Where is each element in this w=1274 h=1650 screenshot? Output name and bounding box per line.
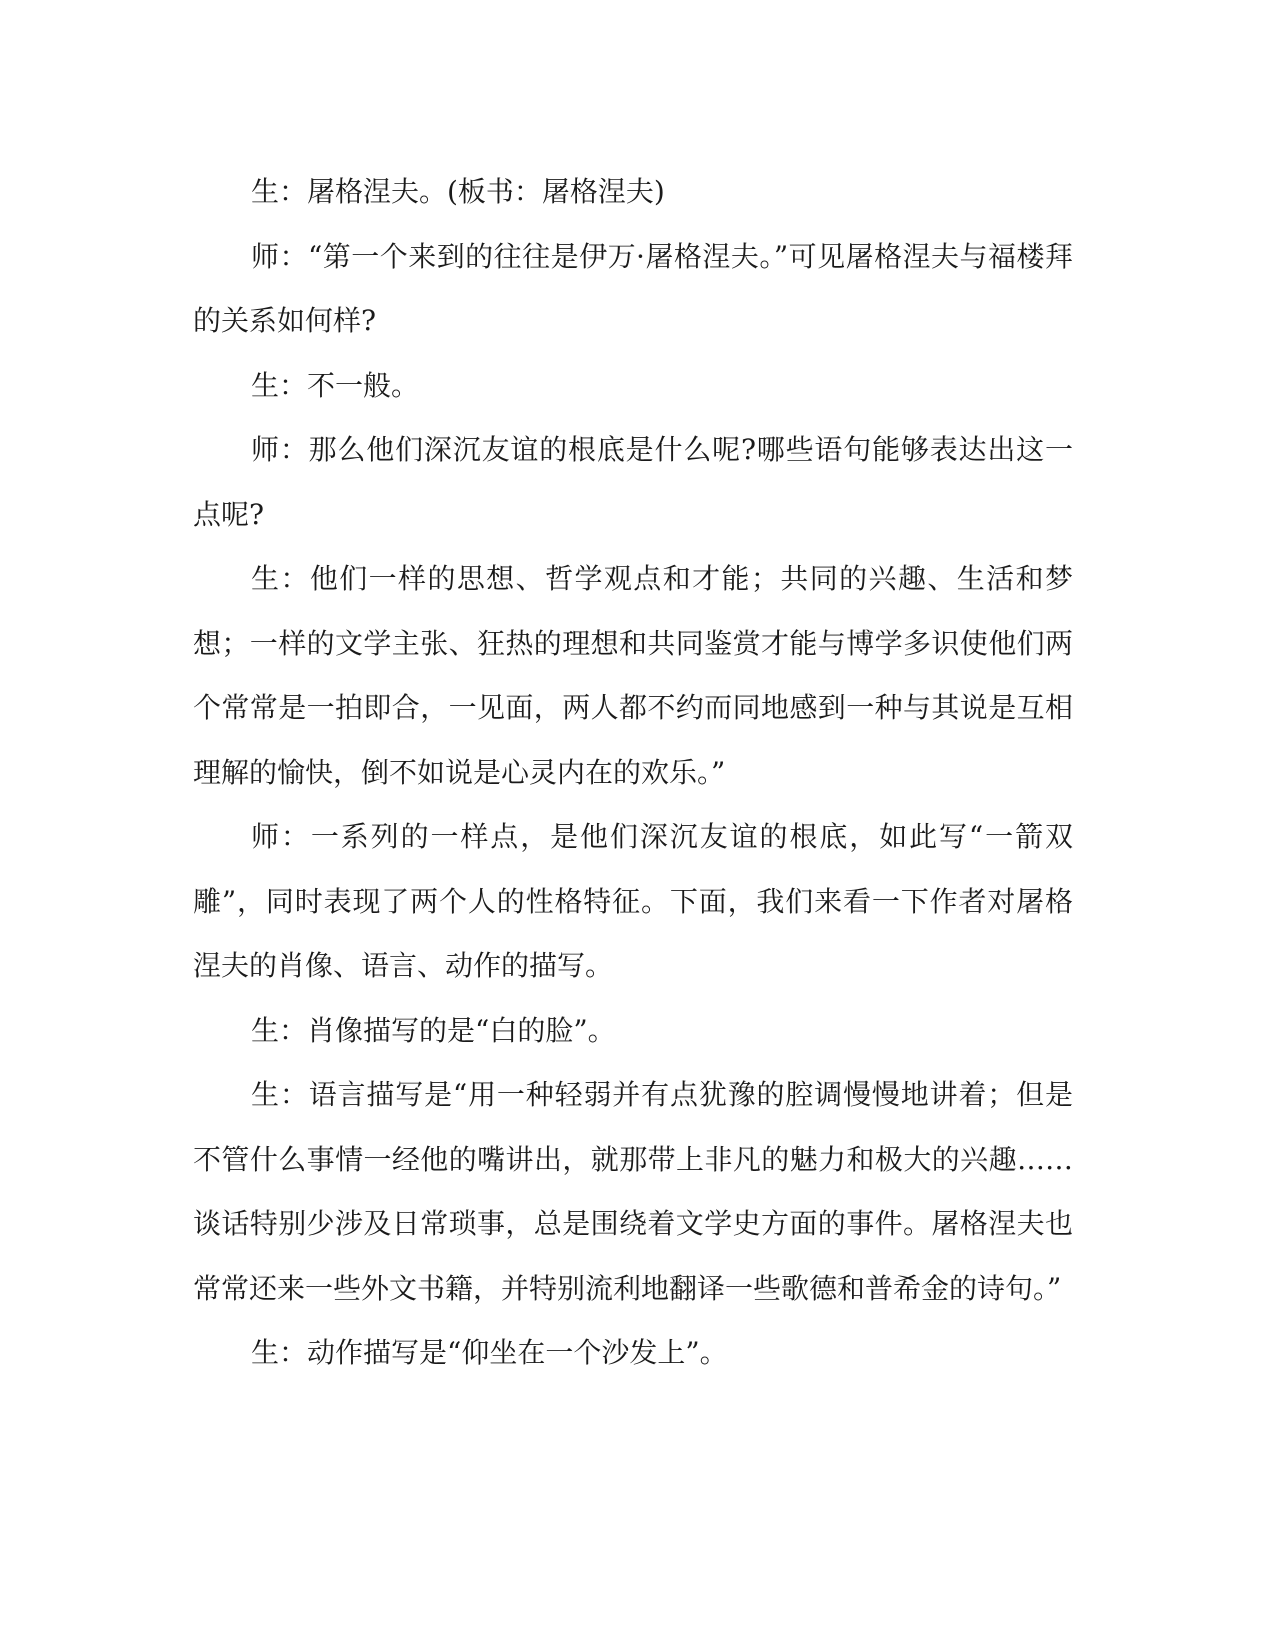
paragraph-student-answer: 生：语言描写是“用一种轻弱并有点犹豫的腔调慢慢地讲着；但是不管什么事情一经他的嘴讲出，就那带上非凡的魅力和极大的兴趣……谈话特别少涉及日常琐事，总是围绕着文学史方面的事件。屠格涅夫也常常还来一些外文书籍，并特别流利地翻译一些歌德和普希金的诗句。” <box>193 1078 1073 1305</box>
paragraph-student-answer: 生：不一般。 <box>251 368 420 402</box>
paragraph-student-answer: 生：肖像描写的是“白的脸”。 <box>251 1013 616 1047</box>
paragraph-teacher-question: 师：那么他们深沉友谊的根底是什么呢?哪些语句能够表达出这一点呢? <box>193 433 1073 531</box>
paragraph-student-answer: 生：屠格涅夫。(板书：屠格涅夫) <box>251 175 665 208</box>
paragraph-teacher-explanation: 师：一系列的一样点，是他们深沉友谊的根底，如此写“一箭双雕”，同时表现了两个人的性格特征。下面，我们来看一下作者对屠格涅夫的肖像、语言、动作的描写。 <box>193 820 1073 982</box>
paragraph-teacher-question: 师：“第一个来到的往往是伊万·屠格涅夫。”可见屠格涅夫与福楼拜的关系如何样? <box>193 239 1073 337</box>
paragraph-student-answer: 生：动作描写是“仰坐在一个沙发上”。 <box>251 1336 728 1369</box>
document-body <box>193 160 1073 1386</box>
paragraph-student-answer: 生：他们一样的思想、哲学观点和才能；共同的兴趣、生活和梦想；一样的文学主张、狂热的理想和共同鉴赏才能与博学多识使他们两个常常是一拍即合，一见面，两人都不约而同地感到一种与其说是互相理解的愉快，倒不如说是心灵内在的欢乐。” <box>193 562 1073 789</box>
